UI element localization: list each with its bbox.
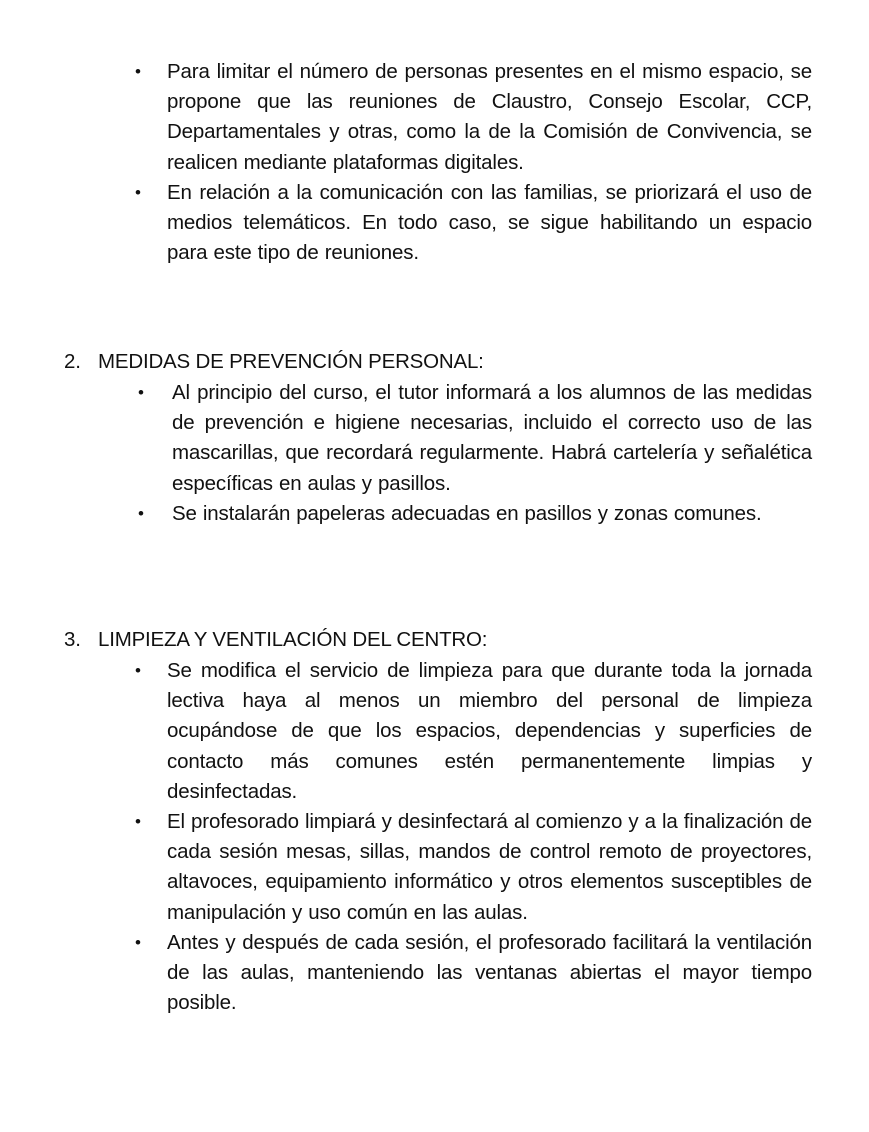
bullet-icon: • <box>135 62 141 81</box>
list-item <box>135 656 812 807</box>
list-item <box>138 378 812 499</box>
list-item-text: El profesorado limpiará y desinfectará al comienzo y a la finalización de cada sesión mesas, sillas, mandos de control remoto de proyectores, altavoces, equipamiento informático y otros elementos susceptibles de manipulación y uso común en las aulas. <box>167 810 812 924</box>
section-number: 2. <box>64 350 81 373</box>
list-item-text: Al principio del curso, el tutor informará a los alumnos de las medidas de prevención e higiene necesarias, incluido el correcto uso de las mascarillas, que recordará regularmente. Habrá cartelería y señalética específicas en aulas y pasillos. <box>172 381 812 495</box>
section-2-bullet-list <box>138 378 812 529</box>
list-item <box>135 807 812 928</box>
section-heading <box>64 347 484 377</box>
list-item-text: Antes y después de cada sesión, el profesorado facilitará la ventilación de las aulas, manteniendo las ventanas abiertas el mayor tiempo posible. <box>167 930 812 1015</box>
bullet-icon: • <box>135 661 141 680</box>
list-item <box>135 57 812 178</box>
section-3-bullet-list <box>135 656 812 1018</box>
bullet-icon: • <box>135 932 141 952</box>
list-item <box>135 178 812 269</box>
bullet-icon: • <box>135 182 141 202</box>
section-number: 3. <box>64 628 81 651</box>
list-item <box>135 928 812 1019</box>
section-heading <box>64 625 487 655</box>
section-1-bullet-list <box>135 57 812 268</box>
bullet-icon: • <box>138 383 144 402</box>
list-item-text: En relación a la comunicación con las familias, se priorizará el uso de medios telemáticos. En todo caso, se sigue habilitando un espacio para este tipo de reuniones. <box>167 180 812 265</box>
list-item <box>138 499 812 529</box>
section-title: MEDIDAS DE PREVENCIÓN PERSONAL: <box>98 350 484 373</box>
bullet-icon: • <box>138 503 144 523</box>
list-item-text: Se instalarán papeleras adecuadas en pasillos y zonas comunes. <box>172 501 762 525</box>
list-item-text: Se modifica el servicio de limpieza para que durante toda la jornada lectiva haya al menos un miembro del personal de limpieza ocupándose de que los espacios, dependencias y superficies de contacto más comunes estén permanentemente limpias y desinfectadas. <box>167 659 812 803</box>
list-item-text: Para limitar el número de personas presentes en el mismo espacio, se propone que las reuniones de Claustro, Consejo Escolar, CCP, Departamentales y otras, como la de la Comisión de Convivencia, se realicen mediante plataformas digitales. <box>167 60 812 174</box>
section-title: LIMPIEZA Y VENTILACIÓN DEL CENTRO: <box>98 628 488 651</box>
bullet-icon: • <box>135 812 141 832</box>
